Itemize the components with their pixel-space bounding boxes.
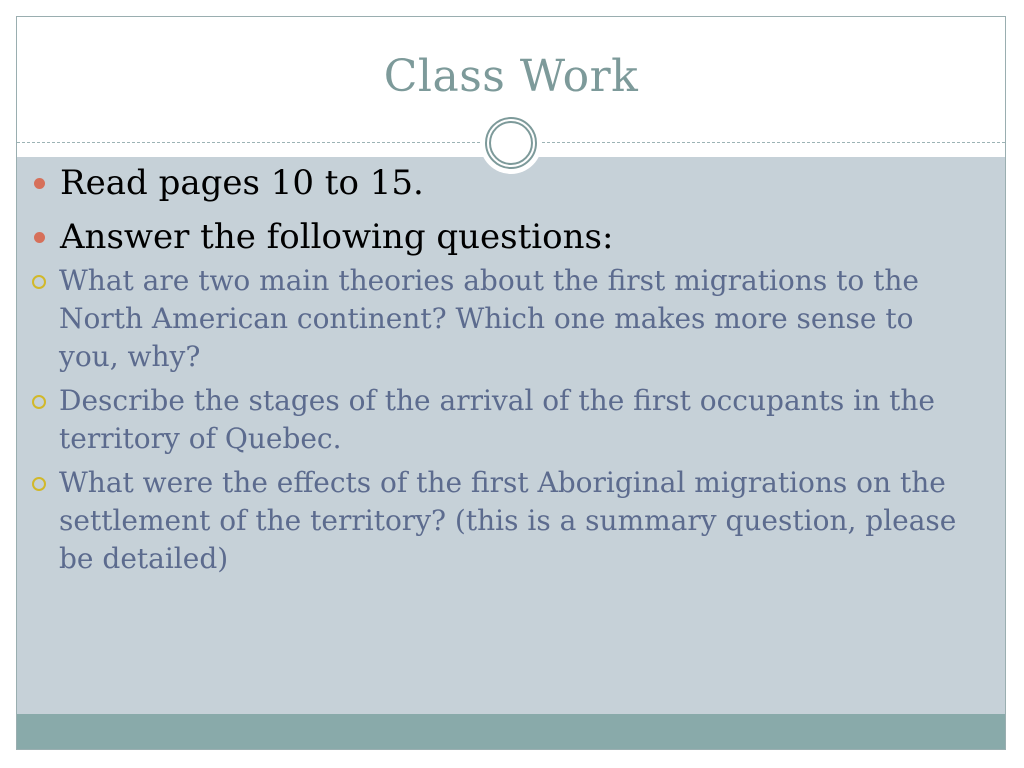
sub-bullet-item-effects bbox=[0, 464, 970, 578]
sub-bullet-item-theories bbox=[0, 262, 970, 376]
footer-bar bbox=[17, 714, 1005, 749]
sub-bullet-item-stages bbox=[0, 382, 970, 458]
sub-bullet-text: Describe the stages of the arrival of the first occupants in the territory of Quebec. bbox=[59, 384, 935, 455]
bullet-text: Answer the following questions: bbox=[60, 217, 614, 257]
bullet-dot-icon bbox=[34, 232, 45, 243]
ring-bullet-icon bbox=[32, 395, 46, 409]
bullet-dot-icon bbox=[34, 178, 45, 189]
bullet-item-answer-questions bbox=[30, 216, 970, 258]
ring-bullet-icon bbox=[32, 477, 46, 491]
sub-bullet-text: What were the effects of the first Aboriginal migrations on the settlement of the territory? (this is a summary question, please be detailed) bbox=[59, 466, 957, 575]
bullet-list bbox=[30, 162, 970, 584]
bullet-item-read-pages bbox=[30, 162, 970, 204]
sub-bullet-container bbox=[30, 262, 970, 578]
sub-bullet-list bbox=[0, 262, 970, 578]
bullet-text: Read pages 10 to 15. bbox=[60, 163, 424, 203]
ring-bullet-icon bbox=[32, 275, 46, 289]
sub-bullet-text: What are two main theories about the first migrations to the North American continent? Which one makes more sense to you, why? bbox=[59, 264, 919, 373]
slide-title: Class Work bbox=[383, 51, 639, 102]
